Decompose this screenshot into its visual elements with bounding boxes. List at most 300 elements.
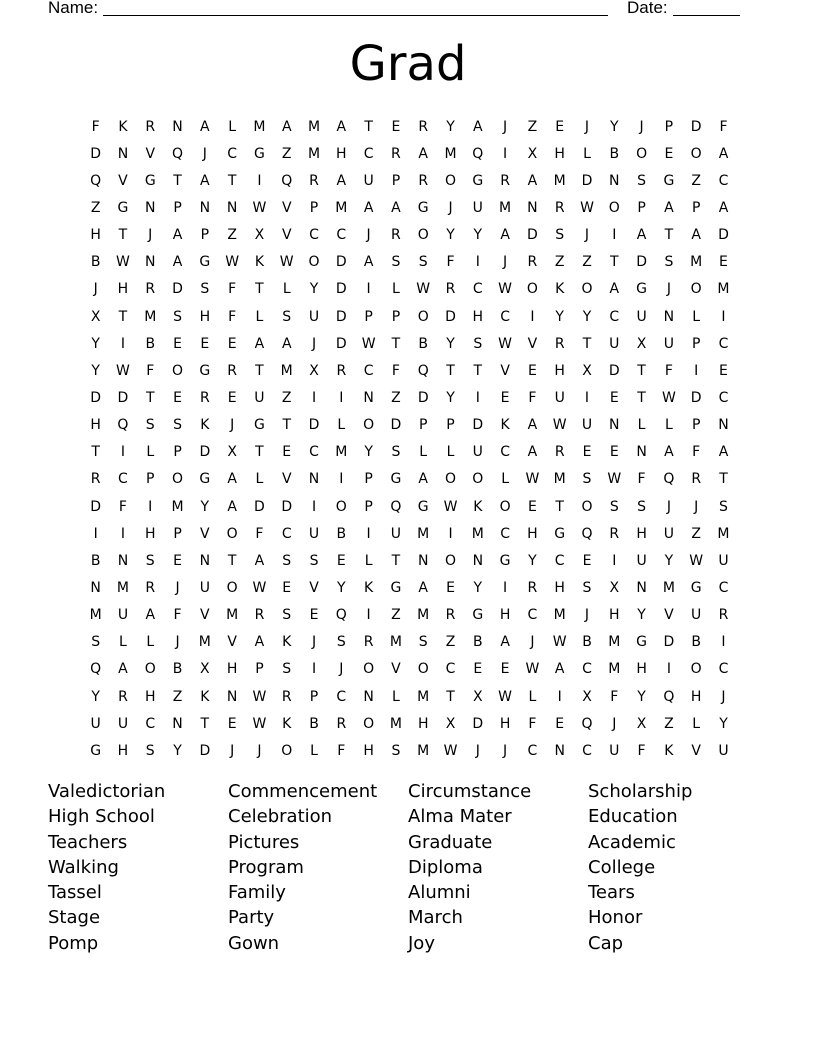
grid-letter[interactable]: T	[200, 715, 210, 732]
grid-letter[interactable]: T	[637, 389, 646, 406]
grid-letter[interactable]: Z	[691, 525, 701, 542]
grid-letter[interactable]: J	[612, 715, 617, 732]
grid-letter[interactable]: S	[418, 634, 428, 651]
grid-letter[interactable]: Y	[91, 362, 100, 379]
grid-letter[interactable]: N	[718, 417, 729, 434]
grid-letter[interactable]: E	[664, 145, 674, 162]
grid-letter[interactable]: R	[527, 254, 538, 271]
grid-letter[interactable]: H	[499, 715, 511, 732]
grid-letter[interactable]: D	[445, 308, 456, 325]
grid-letter[interactable]: A	[363, 254, 374, 271]
grid-letter[interactable]: C	[363, 145, 374, 162]
grid-letter[interactable]: I	[475, 254, 480, 271]
grid-letter[interactable]: I	[475, 389, 480, 406]
grid-letter[interactable]: Z	[172, 688, 183, 705]
grid-letter[interactable]: I	[721, 308, 726, 325]
grid-letter[interactable]: C	[118, 471, 128, 488]
grid-letter[interactable]: L	[637, 417, 646, 434]
grid-letter[interactable]: M	[417, 525, 430, 542]
grid-letter[interactable]: L	[419, 444, 428, 461]
grid-letter[interactable]: O	[444, 471, 457, 488]
grid-letter[interactable]: F	[391, 362, 400, 379]
grid-letter[interactable]: Y	[446, 227, 455, 244]
grid-letter[interactable]: A	[336, 118, 347, 135]
grid-letter[interactable]: L	[501, 471, 509, 488]
grid-letter[interactable]: R	[445, 607, 456, 624]
grid-letter[interactable]: J	[503, 118, 508, 135]
grid-letter[interactable]: H	[554, 362, 565, 379]
grid-letter[interactable]: D	[608, 362, 620, 379]
grid-letter[interactable]: A	[527, 444, 538, 461]
grid-letter[interactable]: R	[145, 281, 156, 298]
grid-letter[interactable]: W	[416, 281, 431, 298]
grid-letter[interactable]: L	[364, 552, 373, 569]
grid-letter[interactable]: R	[391, 145, 401, 162]
grid-letter[interactable]: D	[663, 634, 675, 651]
grid-letter[interactable]: A	[718, 145, 729, 162]
grid-letter[interactable]: N	[172, 715, 183, 732]
grid-letter[interactable]: S	[173, 308, 182, 325]
grid-letter[interactable]: C	[145, 715, 156, 732]
grid-letter[interactable]: J	[584, 607, 590, 624]
grid-letter[interactable]: U	[609, 742, 620, 759]
grid-letter[interactable]: M	[717, 525, 730, 542]
grid-letter[interactable]: Q	[581, 715, 593, 732]
grid-letter[interactable]: J	[230, 742, 235, 759]
grid-letter[interactable]: N	[117, 552, 129, 569]
grid-letter[interactable]: X	[473, 688, 483, 705]
grid-letter[interactable]: K	[500, 417, 510, 434]
grid-letter[interactable]: B	[609, 145, 620, 162]
grid-letter[interactable]: J	[366, 227, 371, 244]
grid-letter[interactable]: I	[311, 661, 317, 678]
grid-letter[interactable]: S	[282, 661, 292, 678]
grid-letter[interactable]: J	[503, 742, 508, 759]
grid-letter[interactable]: T	[282, 417, 291, 434]
grid-letter[interactable]: H	[90, 227, 101, 244]
grid-letter[interactable]: G	[499, 552, 511, 569]
grid-letter[interactable]: G	[390, 579, 402, 596]
grid-letter[interactable]: H	[636, 525, 647, 542]
grid-letter[interactable]: J	[530, 634, 535, 651]
grid-letter[interactable]: E	[227, 715, 237, 732]
grid-letter[interactable]: C	[227, 145, 238, 162]
grid-letter[interactable]: D	[472, 417, 484, 434]
grid-letter[interactable]: K	[282, 634, 292, 651]
grid-letter[interactable]: H	[527, 525, 538, 542]
grid-letter[interactable]: D	[335, 308, 347, 325]
grid-letter[interactable]: Y	[719, 715, 728, 732]
grid-letter[interactable]: W	[525, 661, 540, 678]
grid-letter[interactable]: H	[117, 742, 129, 759]
grid-letter[interactable]: E	[200, 335, 210, 352]
grid-letter[interactable]: E	[446, 579, 455, 596]
grid-letter[interactable]: A	[418, 145, 428, 162]
grid-letter[interactable]: Y	[91, 688, 100, 705]
grid-letter[interactable]: P	[691, 199, 701, 216]
grid-letter[interactable]: T	[391, 552, 401, 569]
grid-letter[interactable]: M	[417, 688, 430, 705]
grid-letter[interactable]: P	[309, 199, 319, 216]
grid-letter[interactable]: E	[527, 498, 537, 515]
grid-letter[interactable]: F	[228, 281, 237, 298]
grid-letter[interactable]: A	[254, 335, 265, 352]
grid-letter[interactable]: I	[148, 498, 153, 515]
grid-letter[interactable]: O	[417, 227, 429, 244]
grid-letter[interactable]: Q	[117, 417, 129, 434]
grid-letter[interactable]: X	[582, 688, 592, 705]
grid-letter[interactable]: U	[718, 742, 729, 759]
grid-letter[interactable]: Y	[446, 335, 455, 352]
grid-letter[interactable]: R	[145, 579, 156, 596]
grid-letter[interactable]: T	[473, 362, 483, 379]
grid-letter[interactable]: T	[255, 362, 264, 379]
grid-letter[interactable]: I	[120, 444, 126, 461]
grid-letter[interactable]: P	[146, 471, 155, 488]
grid-letter[interactable]: A	[718, 199, 729, 216]
grid-letter[interactable]: M	[553, 607, 566, 624]
grid-letter[interactable]: S	[418, 254, 428, 271]
grid-letter[interactable]: W	[552, 417, 567, 434]
grid-letter[interactable]: F	[118, 498, 127, 515]
grid-letter[interactable]: A	[609, 281, 620, 298]
grid-letter[interactable]: V	[200, 525, 210, 542]
grid-letter[interactable]: U	[90, 715, 101, 732]
grid-letter[interactable]: E	[473, 661, 483, 678]
grid-letter[interactable]: C	[336, 688, 347, 705]
grid-letter[interactable]: R	[445, 281, 456, 298]
grid-letter[interactable]: E	[227, 389, 237, 406]
grid-letter[interactable]: X	[445, 715, 456, 732]
grid-letter[interactable]: O	[363, 661, 375, 678]
grid-letter[interactable]: B	[418, 335, 429, 352]
grid-letter[interactable]: O	[363, 417, 375, 434]
grid-letter[interactable]: Z	[582, 254, 592, 271]
grid-letter[interactable]: U	[636, 308, 647, 325]
grid-letter[interactable]: X	[254, 227, 265, 244]
grid-letter[interactable]: R	[391, 227, 401, 244]
grid-letter[interactable]: P	[691, 417, 701, 434]
grid-letter[interactable]: S	[200, 281, 210, 298]
grid-letter[interactable]: F	[228, 308, 237, 325]
grid-letter[interactable]: W	[498, 281, 513, 298]
grid-letter[interactable]: U	[254, 389, 265, 406]
grid-letter[interactable]: W	[252, 688, 267, 705]
grid-letter[interactable]: S	[145, 417, 155, 434]
grid-letter[interactable]: S	[282, 552, 292, 569]
grid-letter[interactable]: R	[281, 688, 292, 705]
grid-letter[interactable]: R	[199, 389, 210, 406]
grid-letter[interactable]: G	[144, 172, 156, 189]
grid-letter[interactable]: A	[118, 661, 128, 678]
grid-letter[interactable]: S	[664, 254, 674, 271]
grid-letter[interactable]: D	[690, 389, 702, 406]
grid-letter[interactable]: C	[527, 742, 538, 759]
grid-letter[interactable]: G	[90, 742, 102, 759]
grid-letter[interactable]: B	[90, 254, 101, 271]
grid-letter[interactable]: U	[554, 389, 565, 406]
grid-letter[interactable]: N	[609, 417, 620, 434]
grid-letter[interactable]: N	[226, 688, 238, 705]
grid-letter[interactable]: T	[227, 552, 237, 569]
grid-letter[interactable]: S	[391, 742, 401, 759]
grid-letter[interactable]: O	[608, 199, 620, 216]
grid-letter[interactable]: C	[718, 389, 729, 406]
grid-letter[interactable]: W	[225, 254, 240, 271]
grid-letter[interactable]: C	[281, 525, 292, 542]
grid-letter[interactable]: J	[475, 742, 480, 759]
grid-letter[interactable]: W	[498, 335, 513, 352]
grid-letter[interactable]: E	[609, 444, 619, 461]
grid-letter[interactable]: U	[390, 525, 402, 542]
grid-letter[interactable]: O	[308, 254, 320, 271]
grid-letter[interactable]: J	[503, 254, 508, 271]
grid-letter[interactable]: A	[527, 172, 538, 189]
grid-letter[interactable]: O	[172, 362, 184, 379]
grid-letter[interactable]: K	[200, 688, 210, 705]
grid-letter[interactable]: T	[118, 308, 128, 325]
grid-letter[interactable]: A	[281, 118, 292, 135]
grid-letter[interactable]: N	[363, 389, 374, 406]
grid-letter[interactable]: O	[636, 145, 648, 162]
grid-letter[interactable]: I	[120, 335, 126, 352]
grid-letter[interactable]: L	[692, 308, 701, 325]
grid-letter[interactable]: Y	[91, 335, 100, 352]
grid-letter[interactable]: I	[612, 552, 617, 569]
grid-letter[interactable]: D	[335, 335, 347, 352]
grid-letter[interactable]: H	[144, 688, 156, 705]
grid-letter[interactable]: S	[91, 634, 101, 651]
grid-letter[interactable]: W	[116, 362, 130, 379]
grid-letter[interactable]: I	[311, 389, 317, 406]
grid-letter[interactable]: E	[582, 444, 592, 461]
grid-letter[interactable]: Z	[281, 145, 292, 162]
grid-letter[interactable]: D	[117, 389, 129, 406]
grid-letter[interactable]: D	[199, 444, 211, 461]
grid-letter[interactable]: M	[417, 742, 430, 759]
grid-letter[interactable]: P	[664, 118, 674, 135]
grid-letter[interactable]: G	[636, 281, 648, 298]
grid-letter[interactable]: Z	[664, 715, 674, 732]
grid-letter[interactable]: U	[363, 172, 374, 189]
grid-letter[interactable]: R	[609, 525, 620, 542]
grid-letter[interactable]: R	[118, 688, 128, 705]
grid-letter[interactable]: C	[582, 661, 592, 678]
grid-letter[interactable]: V	[281, 199, 292, 216]
grid-letter[interactable]: F	[664, 362, 673, 379]
grid-letter[interactable]: Y	[446, 118, 455, 135]
grid-letter[interactable]: J	[148, 227, 153, 244]
grid-letter[interactable]: T	[145, 389, 155, 406]
grid-letter[interactable]: H	[226, 661, 238, 678]
grid-letter[interactable]: O	[226, 525, 238, 542]
grid-letter[interactable]: C	[472, 281, 483, 298]
grid-letter[interactable]: R	[145, 118, 156, 135]
grid-letter[interactable]: I	[530, 308, 535, 325]
grid-letter[interactable]: L	[446, 444, 455, 461]
grid-letter[interactable]: A	[473, 118, 483, 135]
grid-letter[interactable]: P	[173, 525, 182, 542]
grid-letter[interactable]: Z	[391, 389, 401, 406]
grid-letter[interactable]: O	[472, 471, 484, 488]
grid-letter[interactable]: C	[363, 362, 374, 379]
grid-letter[interactable]: D	[636, 254, 647, 271]
grid-letter[interactable]: O	[444, 552, 457, 569]
grid-letter[interactable]: G	[417, 199, 429, 216]
grid-letter[interactable]: C	[309, 444, 319, 461]
grid-letter[interactable]: A	[500, 227, 510, 244]
grid-letter[interactable]: Z	[281, 389, 292, 406]
grid-letter[interactable]: U	[718, 552, 729, 569]
grid-letter[interactable]: A	[200, 172, 210, 189]
grid-letter[interactable]: R	[227, 362, 237, 379]
grid-letter[interactable]: U	[117, 607, 129, 624]
grid-letter[interactable]: H	[363, 742, 374, 759]
grid-letter[interactable]: G	[254, 145, 265, 162]
grid-letter[interactable]: E	[582, 552, 592, 569]
grid-letter[interactable]: L	[583, 145, 591, 162]
grid-letter[interactable]: I	[311, 498, 317, 515]
grid-letter[interactable]: S	[555, 227, 565, 244]
grid-letter[interactable]: M	[389, 634, 402, 651]
grid-letter[interactable]: I	[120, 525, 126, 542]
grid-letter[interactable]: D	[390, 417, 402, 434]
grid-letter[interactable]: O	[581, 498, 593, 515]
grid-letter[interactable]: U	[663, 525, 674, 542]
grid-letter[interactable]: C	[445, 661, 456, 678]
grid-letter[interactable]: G	[417, 498, 429, 515]
grid-letter[interactable]: S	[582, 579, 592, 596]
grid-letter[interactable]: T	[610, 254, 619, 271]
grid-letter[interactable]: M	[198, 634, 211, 651]
grid-letter[interactable]: E	[555, 715, 565, 732]
grid-letter[interactable]: A	[336, 172, 347, 189]
grid-letter[interactable]: J	[311, 335, 317, 352]
grid-letter[interactable]: J	[175, 579, 180, 596]
grid-letter[interactable]: B	[473, 634, 483, 651]
grid-letter[interactable]: H	[144, 525, 156, 542]
grid-letter[interactable]: K	[254, 254, 265, 271]
grid-letter[interactable]: Q	[90, 172, 102, 189]
grid-letter[interactable]: I	[366, 281, 371, 298]
grid-letter[interactable]: R	[418, 172, 429, 189]
grid-letter[interactable]: T	[446, 688, 455, 705]
grid-letter[interactable]: Y	[173, 742, 182, 759]
grid-letter[interactable]: S	[336, 634, 346, 651]
grid-letter[interactable]: P	[418, 417, 428, 434]
grid-letter[interactable]: C	[500, 444, 510, 461]
grid-letter[interactable]: D	[690, 118, 702, 135]
grid-letter[interactable]: I	[694, 362, 699, 379]
grid-letter[interactable]: X	[227, 444, 237, 461]
grid-letter[interactable]: Z	[527, 118, 538, 135]
grid-letter[interactable]: J	[448, 199, 453, 216]
grid-letter[interactable]: A	[200, 118, 210, 135]
grid-letter[interactable]: E	[173, 552, 182, 569]
grid-letter[interactable]: T	[391, 335, 401, 352]
grid-letter[interactable]: J	[584, 118, 590, 135]
grid-letter[interactable]: W	[252, 715, 267, 732]
grid-letter[interactable]: J	[311, 634, 317, 651]
grid-letter[interactable]: R	[254, 607, 265, 624]
grid-letter[interactable]: I	[257, 172, 262, 189]
grid-letter[interactable]: R	[527, 579, 538, 596]
grid-letter[interactable]: D	[718, 227, 729, 244]
grid-letter[interactable]: D	[581, 172, 593, 189]
grid-letter[interactable]: A	[664, 444, 674, 461]
grid-letter[interactable]: Z	[227, 227, 237, 244]
grid-letter[interactable]: Q	[472, 145, 484, 162]
grid-letter[interactable]: I	[584, 389, 590, 406]
grid-letter[interactable]: S	[282, 308, 292, 325]
grid-letter[interactable]: X	[90, 308, 101, 325]
grid-letter[interactable]: A	[391, 199, 401, 216]
grid-letter[interactable]: D	[172, 281, 183, 298]
grid-letter[interactable]: G	[636, 634, 648, 651]
grid-letter[interactable]: E	[282, 444, 292, 461]
grid-letter[interactable]: Z	[445, 634, 456, 651]
grid-letter[interactable]: I	[339, 471, 344, 488]
grid-letter[interactable]: J	[257, 742, 262, 759]
grid-letter[interactable]: P	[255, 661, 264, 678]
grid-letter[interactable]: H	[90, 417, 101, 434]
grid-letter[interactable]: G	[199, 471, 211, 488]
grid-letter[interactable]: Q	[663, 688, 675, 705]
grid-letter[interactable]: C	[718, 661, 729, 678]
grid-letter[interactable]: B	[691, 634, 701, 651]
grid-letter[interactable]: Q	[581, 525, 593, 542]
grid-letter[interactable]: S	[637, 172, 647, 189]
grid-letter[interactable]: N	[554, 742, 565, 759]
grid-letter[interactable]: M	[608, 661, 621, 678]
grid-letter[interactable]: Q	[663, 471, 675, 488]
grid-letter[interactable]: M	[144, 308, 157, 325]
grid-letter[interactable]: F	[719, 118, 728, 135]
grid-letter[interactable]: W	[443, 498, 458, 515]
grid-letter[interactable]: O	[417, 661, 429, 678]
grid-letter[interactable]: U	[663, 335, 674, 352]
grid-letter[interactable]: X	[582, 362, 592, 379]
grid-letter[interactable]: F	[528, 715, 537, 732]
date-blank-line[interactable]	[673, 15, 740, 16]
grid-letter[interactable]: N	[527, 199, 538, 216]
grid-letter[interactable]: H	[417, 715, 429, 732]
grid-letter[interactable]: T	[364, 118, 373, 135]
grid-letter[interactable]: H	[554, 579, 565, 596]
grid-letter[interactable]: F	[610, 688, 619, 705]
grid-letter[interactable]: P	[200, 227, 210, 244]
grid-letter[interactable]: D	[417, 389, 429, 406]
grid-letter[interactable]: G	[472, 607, 484, 624]
grid-letter[interactable]: D	[90, 389, 102, 406]
grid-letter[interactable]: A	[172, 227, 183, 244]
grid-letter[interactable]: A	[691, 227, 701, 244]
grid-letter[interactable]: M	[226, 607, 239, 624]
grid-letter[interactable]: C	[718, 579, 729, 596]
grid-letter[interactable]: O	[690, 145, 702, 162]
grid-letter[interactable]: O	[335, 498, 347, 515]
grid-letter[interactable]: V	[500, 362, 510, 379]
grid-letter[interactable]: E	[309, 607, 319, 624]
grid-letter[interactable]: G	[472, 172, 484, 189]
grid-letter[interactable]: I	[721, 634, 726, 651]
grid-letter[interactable]: T	[173, 172, 182, 189]
grid-letter[interactable]: R	[554, 444, 565, 461]
grid-letter[interactable]: L	[310, 742, 318, 759]
grid-letter[interactable]: S	[637, 498, 647, 515]
grid-letter[interactable]: R	[336, 715, 347, 732]
grid-letter[interactable]: Y	[582, 308, 592, 325]
